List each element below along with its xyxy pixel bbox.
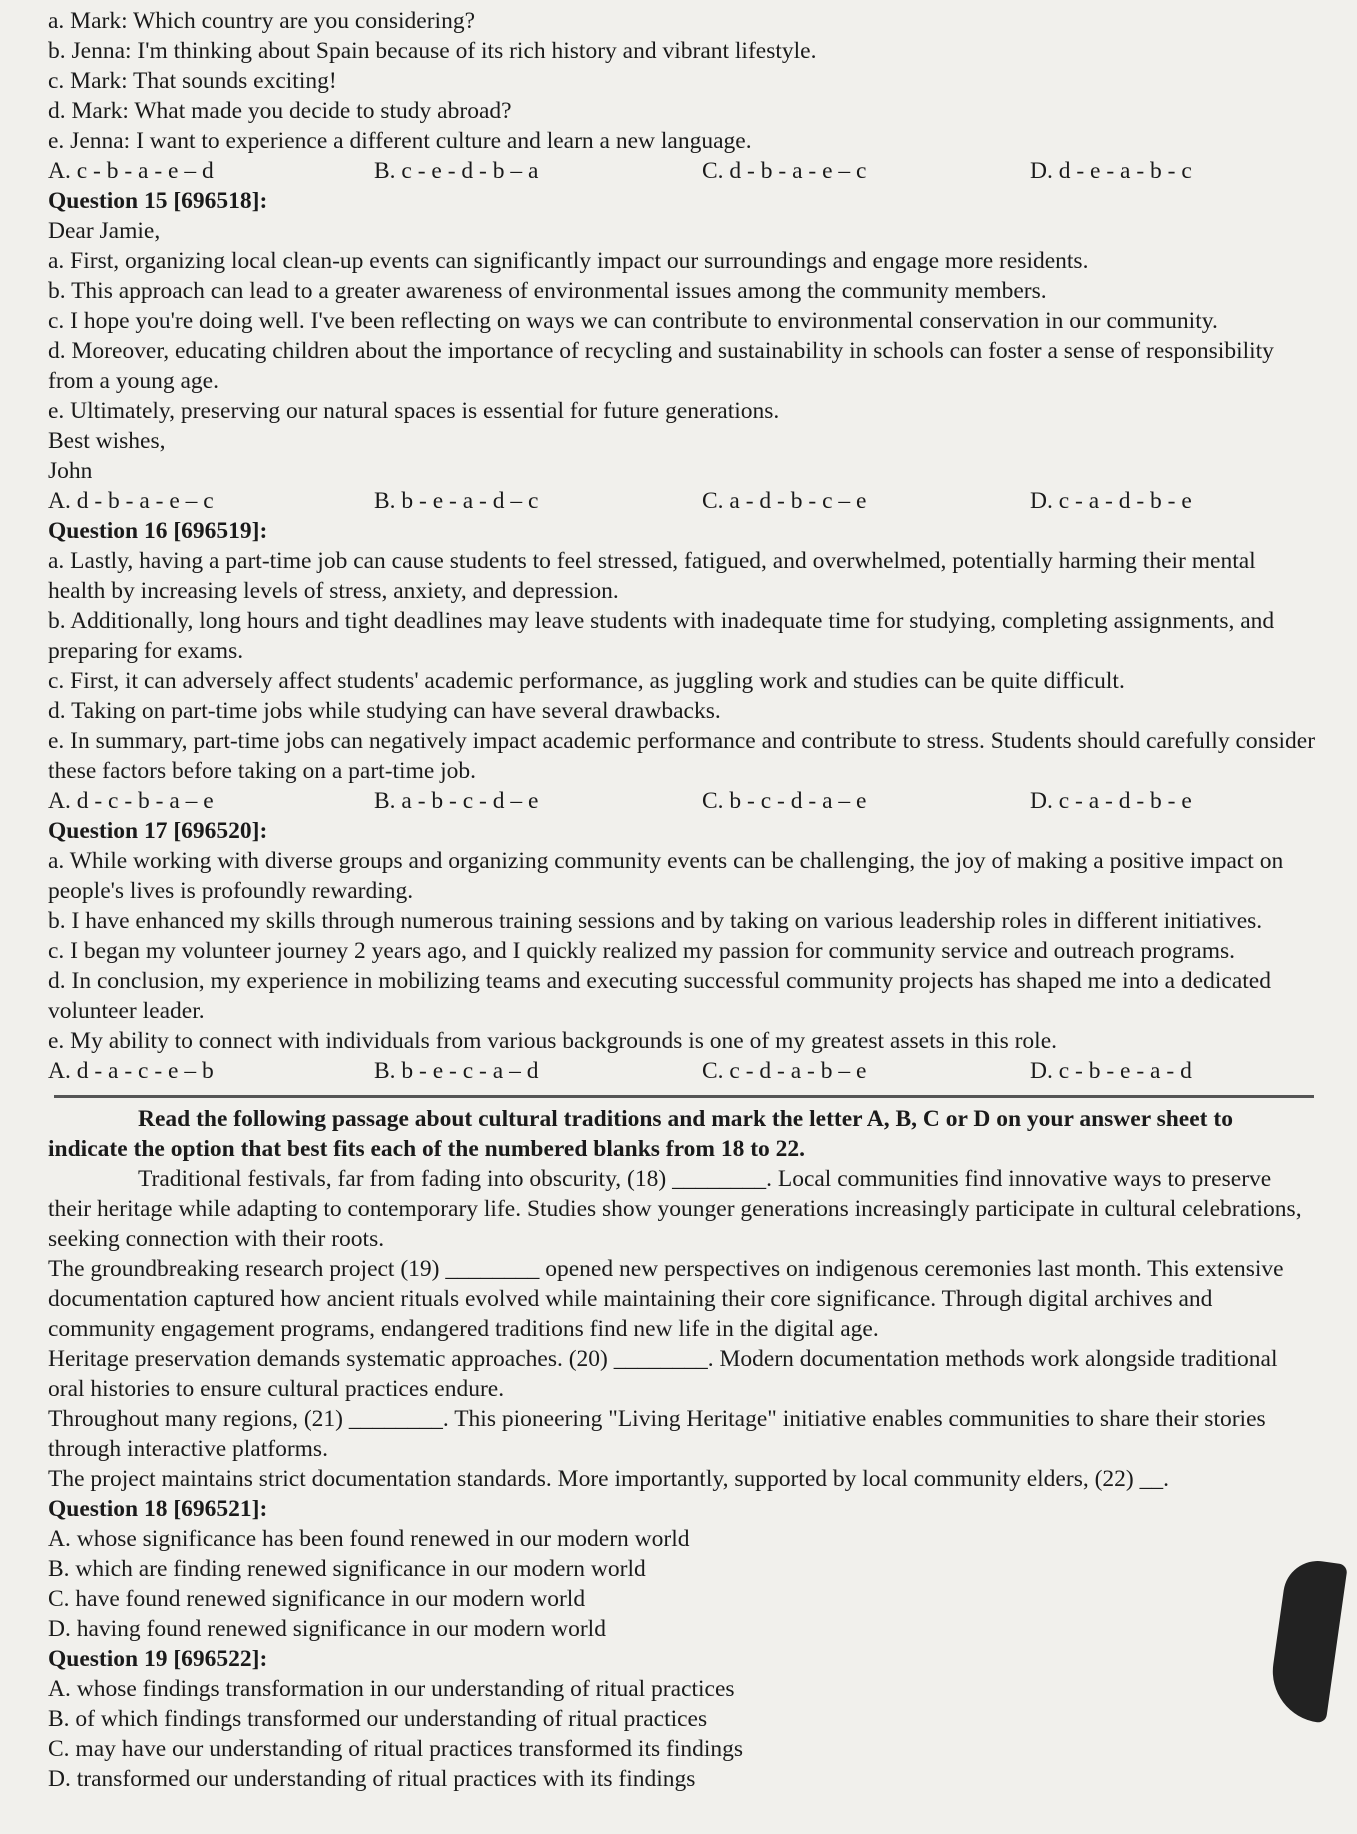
- answer-option: B. which are finding renewed significance in our modern world: [48, 1556, 646, 1582]
- answer-option: D. transformed our understanding of ritual practices with its findings: [48, 1766, 696, 1792]
- sentence-item: b. Jenna: I'm thinking about Spain because of its rich history and vibrant lifestyle.: [48, 38, 817, 64]
- answer-option: C. may have our understanding of ritual practices transformed its findings: [48, 1736, 744, 1762]
- answer-option: A. whose findings transformation in our understanding of ritual practices: [48, 1676, 735, 1702]
- answer-options: [48, 1056, 1318, 1086]
- answer-option: B. a - b - c - d – e: [374, 788, 539, 814]
- question-15: [48, 186, 1318, 516]
- answer-option: B. c - e - d - b – a: [374, 158, 539, 184]
- question-title: Question 15 [696518]:: [48, 188, 268, 214]
- sentence-item: e. In summary, part-time jobs can negatively impact academic performance and contribute to stress. Students should carefully consider these factors before taking on a part-time job.: [48, 728, 1316, 784]
- sentence-item: c. I began my volunteer journey 2 years ago, and I quickly realized my passion for community service and outreach programs.: [48, 938, 1236, 964]
- answer-option: D. c - b - e - a - d: [1030, 1058, 1192, 1084]
- sentence-item: c. Mark: That sounds exciting!: [48, 68, 337, 94]
- sentence-item: d. Moreover, educating children about the importance of recycling and sustainability in schools can foster a sense of responsibility from a young age.: [48, 338, 1274, 394]
- answer-option: C. b - c - d - a – e: [702, 788, 867, 814]
- passage-paragraph: Heritage preservation demands systematic approaches. (20) ________. Modern documentation methods work alongside traditional oral histories to ensure cultural practices endure.: [48, 1346, 1278, 1402]
- answer-options: [48, 786, 1318, 816]
- sentence-item: e. Jenna: I want to experience a different culture and learn a new language.: [48, 128, 752, 154]
- sentence-item: b. I have enhanced my skills through numerous training sessions and by taking on various leadership roles in different initiatives.: [48, 908, 1263, 934]
- answer-option: A. d - a - c - e – b: [48, 1058, 214, 1084]
- sentence-item: a. Lastly, having a part-time job can cause students to feel stressed, fatigued, and overwhelmed, potentially harming their mental health by increasing levels of stress, anxiety, and depression.: [48, 548, 1256, 604]
- sentence-item: John: [48, 458, 93, 484]
- sentence-item: c. I hope you're doing well. I've been reflecting on ways we can contribute to environmental conservation in our community.: [48, 308, 1218, 334]
- answer-option: D. having found renewed significance in our modern world: [48, 1616, 606, 1642]
- question-18: [48, 1494, 1318, 1644]
- sentence-item: e. Ultimately, preserving our natural spaces is essential for future generations.: [48, 398, 780, 424]
- sentence-item: e. My ability to connect with individuals from various backgrounds is one of my greatest assets in this role.: [48, 1028, 1058, 1054]
- answer-option: D. c - a - d - b - e: [1030, 488, 1192, 514]
- question-title: Question 16 [696519]:: [48, 518, 268, 544]
- answer-option: B. of which findings transformed our understanding of ritual practices: [48, 1706, 708, 1732]
- sentence-item: a. While working with diverse groups and organizing community events can be challenging, the joy of making a positive impact on people's lives is profoundly rewarding.: [48, 848, 1284, 904]
- question-17: [48, 816, 1318, 1086]
- passage: [48, 1164, 1318, 1494]
- answer-option: C. c - d - a - b – e: [702, 1058, 867, 1084]
- answer-option: C. d - b - a - e – c: [702, 158, 867, 184]
- answer-option: A. c - b - a - e – d: [48, 158, 214, 184]
- question-19: [48, 1644, 1318, 1794]
- passage-paragraph: The groundbreaking research project (19) ________ opened new perspectives on indigenous ceremonies last month. This extensive documentation captured how ancient rituals evolved while maintaining their core significance. Through digital archives and community engagement programs, endangered traditions find new life in the digital age.: [48, 1256, 1284, 1342]
- sentence-item: a. First, organizing local clean-up events can significantly impact our surroundings and engage more residents.: [48, 248, 1089, 274]
- question-14-tail: [48, 6, 1318, 186]
- sentence-item: d. In conclusion, my experience in mobilizing teams and executing successful community projects has shaped me into a dedicated volunteer leader.: [48, 968, 1271, 1024]
- answer-option: B. b - e - a - d – c: [374, 488, 539, 514]
- sentence-item: c. First, it can adversely affect students' academic performance, as juggling work and studies can be quite difficult.: [48, 668, 1125, 694]
- answer-option: D. c - a - d - b - e: [1030, 788, 1192, 814]
- question-16: [48, 516, 1318, 816]
- answer-option: B. b - e - c - a – d: [374, 1058, 539, 1084]
- answer-option: C. a - d - b - c – e: [702, 488, 867, 514]
- sentence-item: d. Mark: What made you decide to study abroad?: [48, 98, 512, 124]
- sentence-item: d. Taking on part-time jobs while studying can have several drawbacks.: [48, 698, 721, 724]
- answer-option: A. d - c - b - a – e: [48, 788, 214, 814]
- sentence-item: b. Additionally, long hours and tight deadlines may leave students with inadequate time for studying, completing assignments, and preparing for exams.: [48, 608, 1275, 664]
- question-title: Question 18 [696521]:: [48, 1496, 268, 1522]
- answer-option: C. have found renewed significance in our modern world: [48, 1586, 586, 1612]
- passage-paragraph: The project maintains strict documentation standards. More importantly, supported by local community elders, (22) __.: [48, 1466, 1169, 1492]
- sentence-item: Dear Jamie,: [48, 218, 161, 244]
- question-title: Question 17 [696520]:: [48, 818, 268, 844]
- question-title: Question 19 [696522]:: [48, 1646, 268, 1672]
- passage-paragraph: Traditional festivals, far from fading into obscurity, (18) ________. Local communities find innovative ways to preserve their heritage while adapting to contemporary life. Studies show younger generations increasingly participate in cultural celebrations, seeking connection with their roots.: [48, 1166, 1302, 1252]
- sentence-item: b. This approach can lead to a greater awareness of environmental issues among the community members.: [48, 278, 1047, 304]
- exam-page: [48, 6, 1318, 1794]
- answer-option: A. d - b - a - e – c: [48, 488, 214, 514]
- instructions: Read the following passage about cultural traditions and mark the letter A, B, C or D on your answer sheet to indicate the option that best fits each of the numbered blanks from 18 to 22.: [48, 1106, 1233, 1162]
- answer-option: D. d - e - a - b - c: [1030, 158, 1192, 184]
- answer-option: A. whose significance has been found renewed in our modern world: [48, 1526, 690, 1552]
- sentence-item: Best wishes,: [48, 428, 166, 454]
- section-divider: [54, 1095, 1314, 1098]
- answer-options: [48, 486, 1318, 516]
- passage-paragraph: Throughout many regions, (21) ________. This pioneering "Living Heritage" initiative enables communities to share their stories through interactive platforms.: [48, 1406, 1266, 1462]
- answer-options: [48, 156, 1318, 186]
- sentence-item: a. Mark: Which country are you considering?: [48, 8, 475, 34]
